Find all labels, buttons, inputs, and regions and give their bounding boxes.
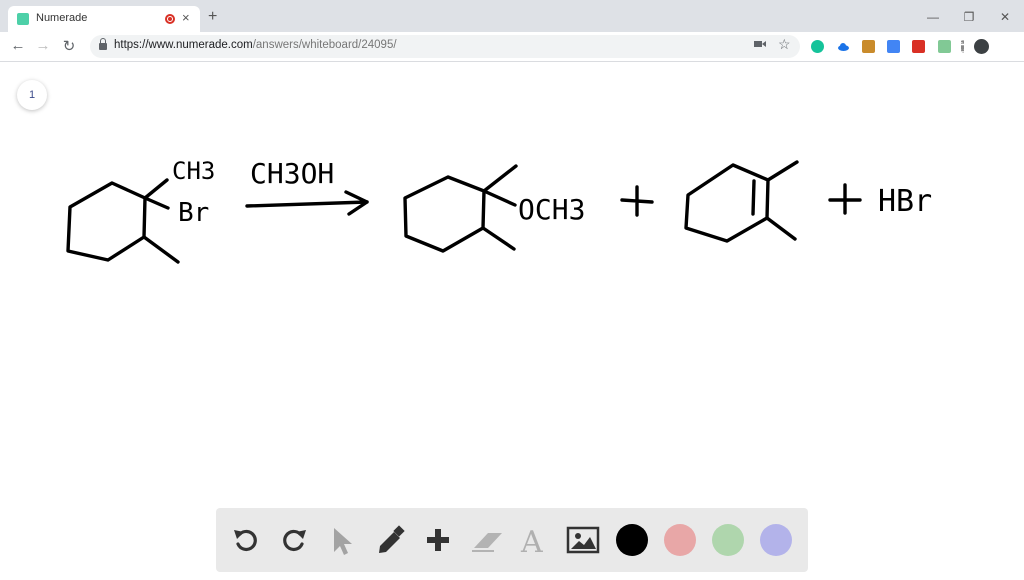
alkene-methyl-bond-2 <box>767 218 795 239</box>
color-swatch-lavender[interactable] <box>760 524 792 556</box>
image-icon[interactable] <box>566 524 598 556</box>
reactant-methyl-bond <box>144 237 178 262</box>
back-button[interactable]: ← <box>10 37 26 54</box>
recording-icon <box>165 14 175 24</box>
new-tab-button[interactable]: + <box>208 8 218 25</box>
ether-ring <box>405 177 484 251</box>
menu-icon[interactable] <box>961 40 964 53</box>
color-swatch-green[interactable] <box>712 524 744 556</box>
url-text[interactable] <box>114 39 397 51</box>
numerade-favicon-icon <box>17 13 29 25</box>
docs-icon[interactable] <box>887 40 900 53</box>
eraser-icon[interactable] <box>470 524 502 556</box>
reload-button[interactable]: ↻ <box>62 38 76 55</box>
undo-icon[interactable] <box>230 524 262 556</box>
redo-icon[interactable] <box>278 524 310 556</box>
pdf-icon[interactable] <box>912 40 925 53</box>
browser-toolbar <box>0 32 1024 62</box>
reactant-br-label: Br <box>178 198 210 228</box>
star-icon[interactable]: ☆ <box>778 36 791 52</box>
ether-o-bond <box>484 191 515 205</box>
reagent-label: CH3OH <box>250 157 335 190</box>
alkene-ring <box>686 165 768 241</box>
lock-icon <box>99 41 107 50</box>
cloud-icon[interactable] <box>837 40 850 53</box>
ether-och3-label: OCH3 <box>518 193 586 226</box>
window-close-button[interactable]: ✕ <box>999 10 1011 24</box>
reaction-arrow-shaft <box>247 202 367 206</box>
tab-bar <box>0 4 1024 32</box>
browser-tab[interactable] <box>8 6 200 32</box>
reactant-ring <box>68 183 145 260</box>
plus-sign-2 <box>830 185 860 213</box>
svg-text:A: A <box>521 525 543 556</box>
ether-ring-methyl-bond <box>483 228 514 249</box>
url-path: /answers/whiteboard/24095/ <box>252 39 397 51</box>
hbr-label: HBr <box>878 184 933 219</box>
plus-sign-1 <box>622 187 652 215</box>
avatar[interactable] <box>974 39 989 54</box>
color-swatch-black[interactable] <box>616 524 648 556</box>
screen-icon[interactable] <box>938 40 951 53</box>
alkene-double-bond <box>753 181 754 214</box>
pointer-icon[interactable] <box>326 524 358 556</box>
text-icon[interactable] <box>518 524 550 556</box>
page-number-badge[interactable]: 1 <box>17 80 47 110</box>
drawing-toolbar <box>216 508 808 572</box>
restore-button[interactable]: ❐ <box>963 10 975 24</box>
color-swatch-pink[interactable] <box>664 524 696 556</box>
reactant-ch3-bond <box>145 180 167 198</box>
url-base: https://www.numerade.com <box>114 39 253 51</box>
pen-icon[interactable] <box>374 524 406 556</box>
minimize-button[interactable]: — <box>927 10 939 24</box>
address-bar[interactable] <box>90 35 800 58</box>
whiteboard-canvas[interactable] <box>0 63 1024 503</box>
tab-title: Numerade <box>36 12 88 24</box>
reactant-br-bond <box>145 198 168 208</box>
tab-close-icon[interactable]: × <box>182 10 190 25</box>
whiteboard-page <box>0 63 1024 580</box>
add-icon[interactable] <box>422 524 454 556</box>
reactant-ch3-label: CH3 <box>172 157 216 185</box>
alkene-methyl-bond-1 <box>768 162 797 180</box>
ether-methyl-bond <box>484 166 516 191</box>
forward-button[interactable]: → <box>35 37 51 54</box>
grammarly-icon[interactable] <box>811 40 824 53</box>
notebook-icon[interactable] <box>862 40 875 53</box>
camera-icon[interactable] <box>754 38 766 53</box>
